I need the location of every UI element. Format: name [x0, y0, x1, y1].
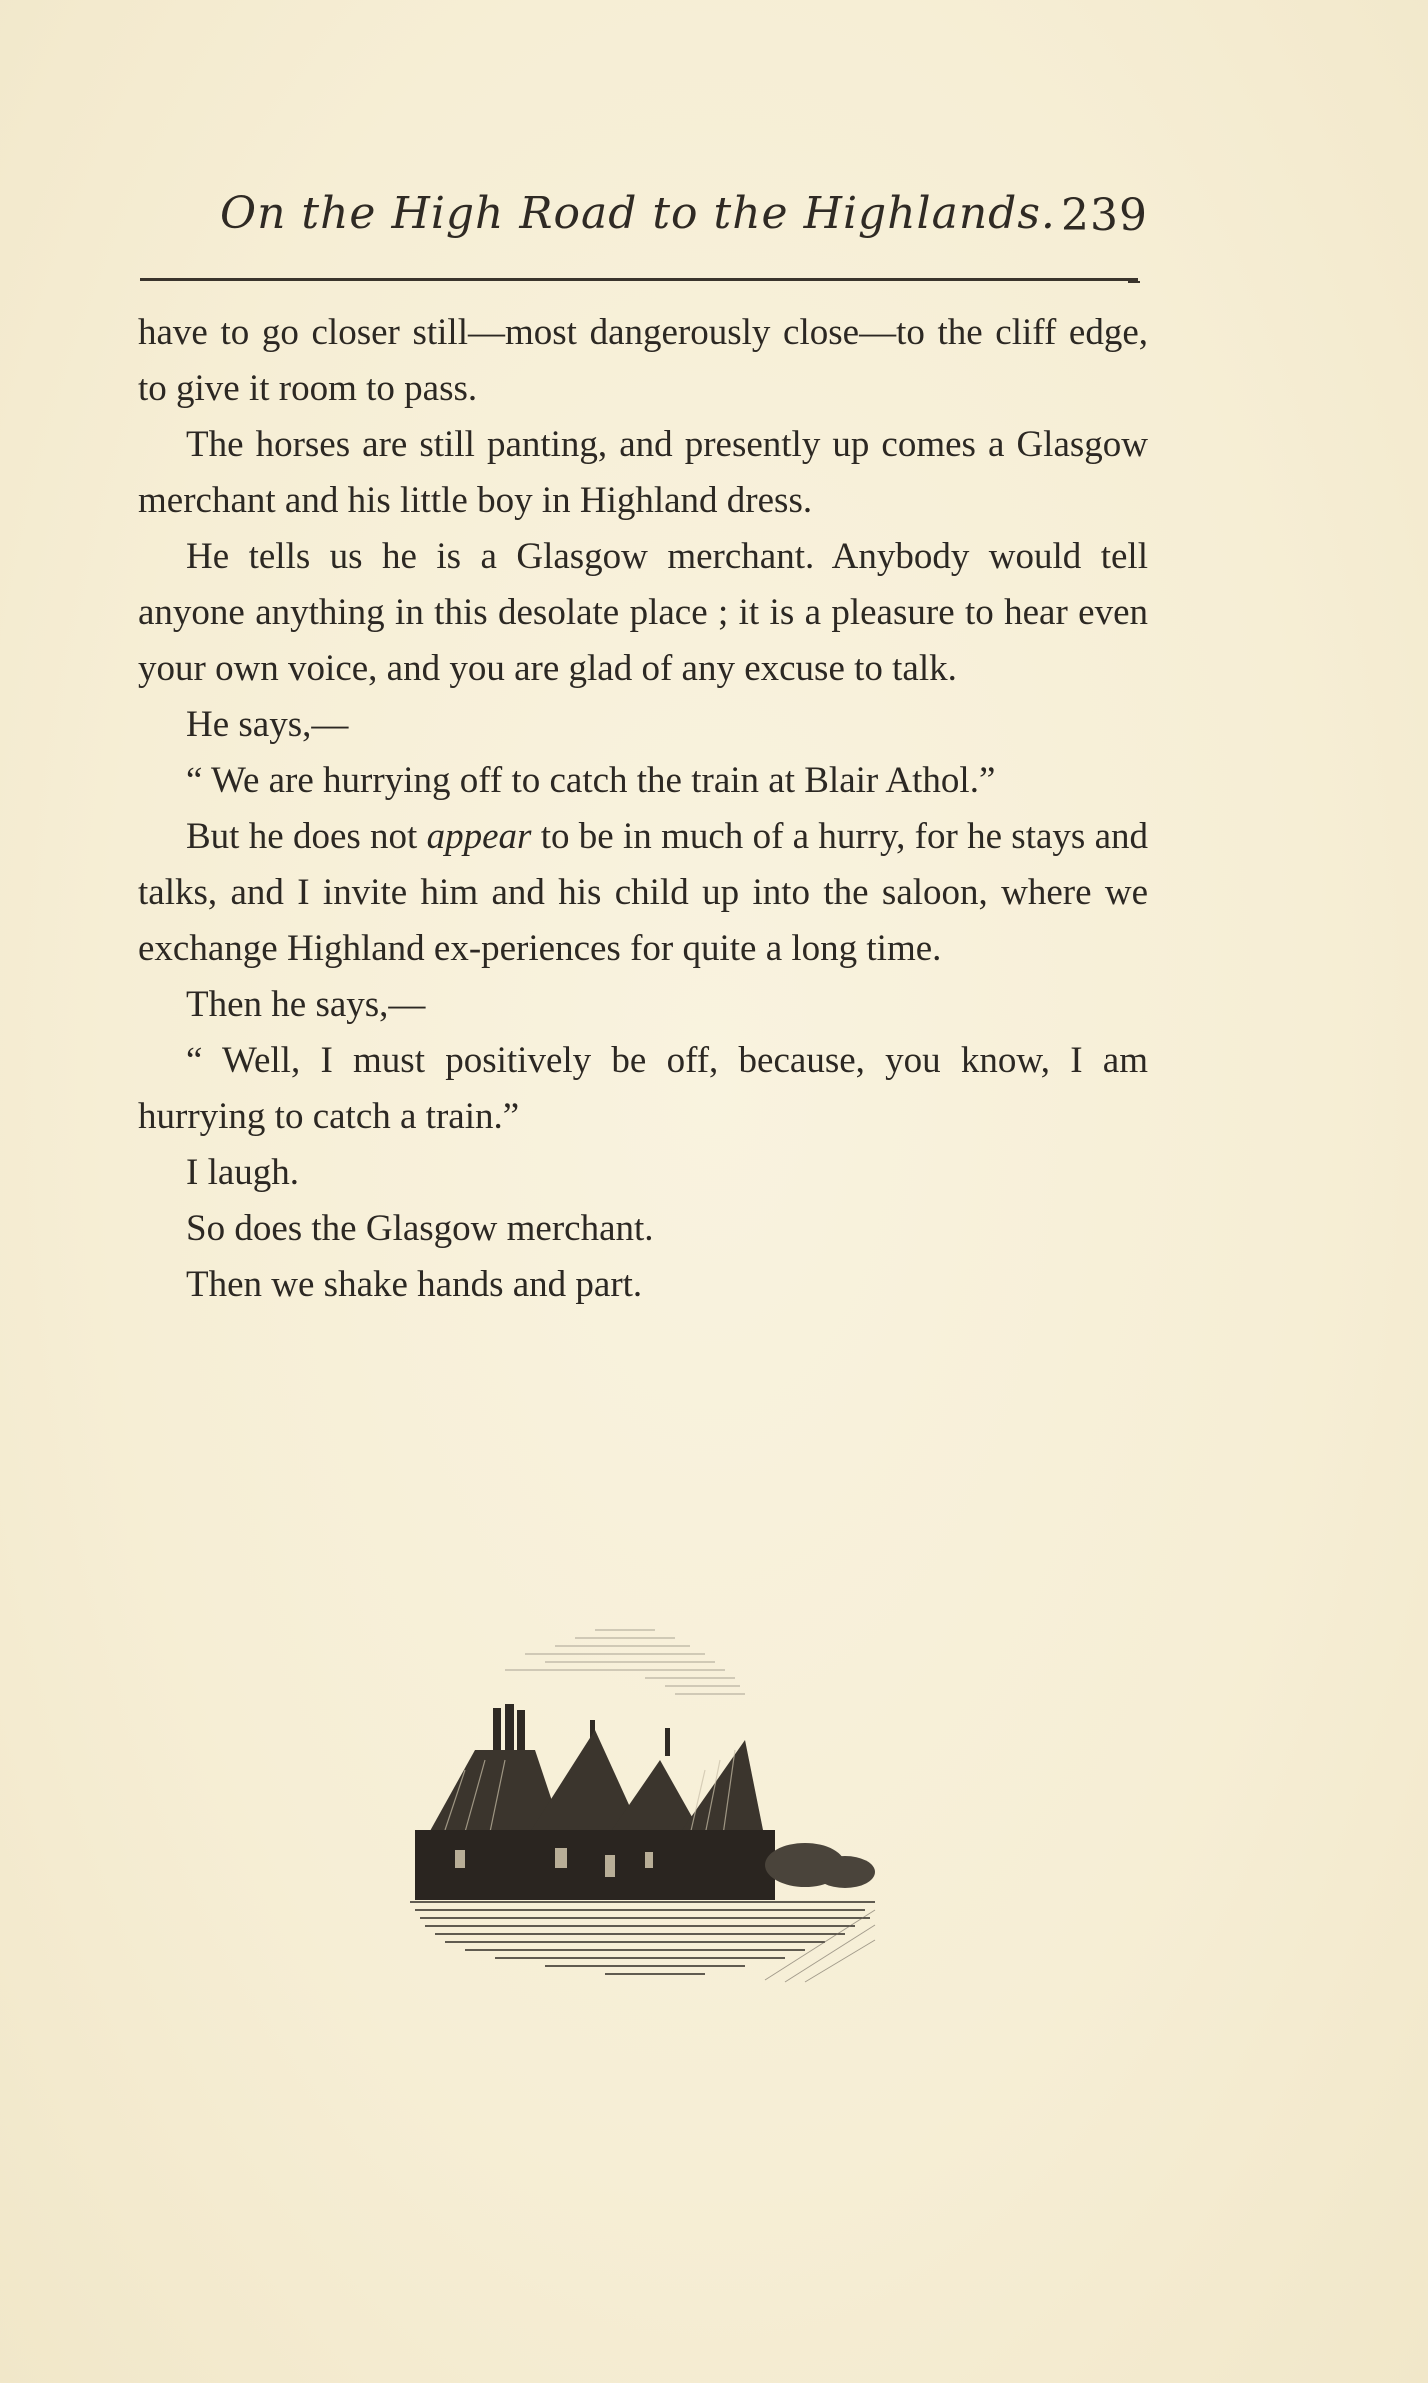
- paragraph: Then he says,—: [186, 984, 426, 1025]
- body-text: [138, 305, 1148, 1313]
- paragraph-text: But he does not: [186, 816, 427, 857]
- paragraph-quote: “ We are hurrying off to catch the train at Blair Athol.”: [186, 760, 996, 801]
- header-rule-tail: [1128, 281, 1140, 283]
- paragraph-continued: have to go closer still—most dangerously close—to the cliff edge, to give it room to pass.: [138, 312, 1148, 409]
- running-head: [140, 188, 1148, 258]
- paragraph: The horses are still panting, and presently up comes a Glasgow merchant and his little boy in Highland dress.: [138, 424, 1148, 521]
- engraved-house-vignette-icon: [405, 1610, 895, 1990]
- paragraph: Then we shake hands and part.: [186, 1264, 643, 1305]
- header-rule: [140, 278, 1138, 281]
- paragraph-text: to be in much of a hurry, for he stays and talks, and I invite him and his child up into the saloon, where we exchange Highland ex-periences for quite a long time.: [138, 816, 1148, 969]
- paragraph: I laugh.: [186, 1152, 300, 1193]
- running-title: On the High Road to the Highlands.: [220, 188, 1056, 239]
- page-number: 239: [1061, 190, 1148, 241]
- emphasis-text: appear: [426, 816, 532, 857]
- paragraph: He says,—: [186, 704, 349, 745]
- paragraph-quote: “ Well, I must positively be off, because, you know, I am hurrying to catch a train.”: [138, 1040, 1148, 1137]
- paragraph: So does the Glasgow merchant.: [186, 1208, 654, 1249]
- paragraph: He tells us he is a Glasgow merchant. Anybody would tell anyone anything in this desolate place ; it is a pleasure to hear even your own voice, and you are glad of any excuse to talk.: [138, 536, 1148, 689]
- paragraph: [138, 809, 1148, 977]
